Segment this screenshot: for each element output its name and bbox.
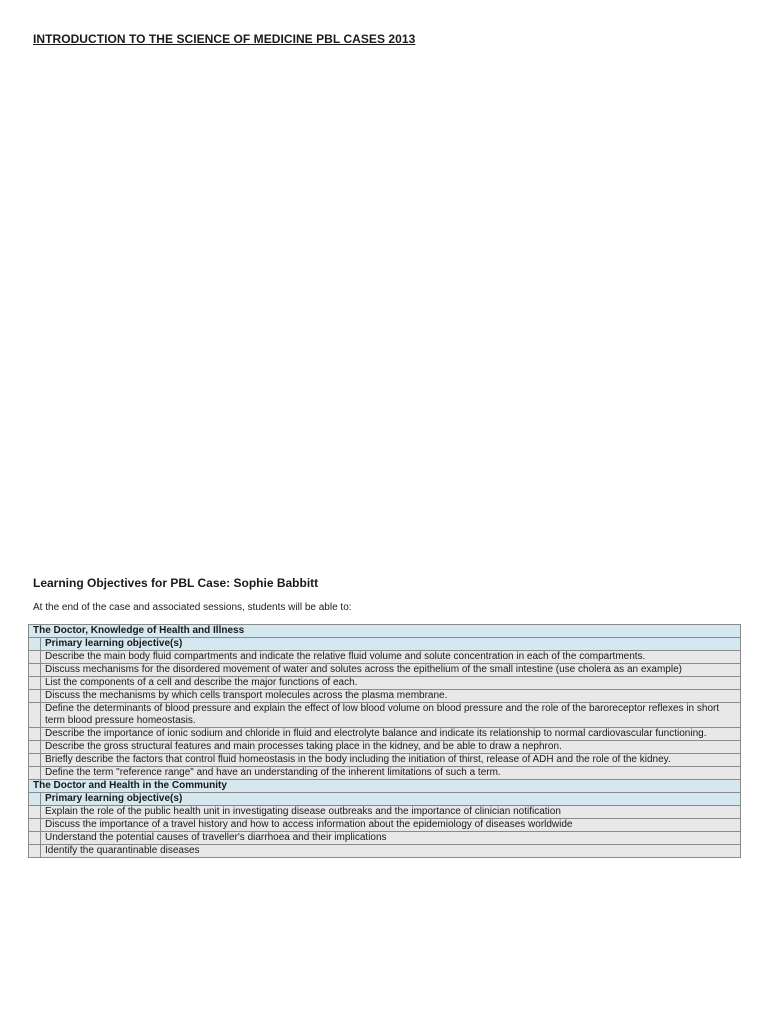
section-title: Learning Objectives for PBL Case: Sophie Babbitt — [33, 576, 319, 590]
objective-row — [29, 845, 741, 858]
indent-cell — [29, 793, 41, 806]
objective-text: Briefly describe the factors that control fluid homeostasis in the body including the initiation of thirst, release of ADH and the role of the kidney. — [41, 754, 741, 767]
group-title: The Doctor and Health in the Community — [29, 780, 741, 793]
objective-row — [29, 677, 741, 690]
indent-cell — [29, 664, 41, 677]
objective-row — [29, 806, 741, 819]
objective-row — [29, 690, 741, 703]
indent-cell — [29, 832, 41, 845]
group-header-row — [29, 780, 741, 793]
group-header-row — [29, 625, 741, 638]
subheader-row — [29, 793, 741, 806]
document-header: INTRODUCTION TO THE SCIENCE OF MEDICINE PBL CASES 2013 — [33, 32, 416, 46]
objective-text: Explain the role of the public health unit in investigating disease outbreaks and the importance of clinician notification — [41, 806, 741, 819]
indent-cell — [29, 767, 41, 780]
learning-objectives-table — [28, 624, 741, 858]
objective-row — [29, 651, 741, 664]
objective-text: Identify the quarantinable diseases — [41, 845, 741, 858]
objective-text: Define the determinants of blood pressure and explain the effect of low blood volume on blood pressure and the role of the baroreceptor reflexes in short term blood pressure homeostasis. — [41, 703, 741, 728]
group-title: The Doctor, Knowledge of Health and Illness — [29, 625, 741, 638]
objective-row — [29, 728, 741, 741]
subheader-label: Primary learning objective(s) — [41, 793, 741, 806]
indent-cell — [29, 703, 41, 728]
indent-cell — [29, 819, 41, 832]
objective-row — [29, 754, 741, 767]
objective-row — [29, 832, 741, 845]
objective-row — [29, 819, 741, 832]
objective-row — [29, 741, 741, 754]
subheader-row — [29, 638, 741, 651]
indent-cell — [29, 845, 41, 858]
objective-text: List the components of a cell and describe the major functions of each. — [41, 677, 741, 690]
intro-text: At the end of the case and associated sessions, students will be able to: — [33, 602, 352, 613]
objective-row — [29, 703, 741, 728]
objective-text: Describe the main body fluid compartments and indicate the relative fluid volume and solute concentration in each of the compartments. — [41, 651, 741, 664]
objective-text: Understand the potential causes of traveller's diarrhoea and their implications — [41, 832, 741, 845]
indent-cell — [29, 638, 41, 651]
subheader-label: Primary learning objective(s) — [41, 638, 741, 651]
indent-cell — [29, 677, 41, 690]
objective-text: Discuss the mechanisms by which cells transport molecules across the plasma membrane. — [41, 690, 741, 703]
objective-text: Discuss mechanisms for the disordered movement of water and solutes across the epithelium of the small intestine (use cholera as an example) — [41, 664, 741, 677]
objective-text: Discuss the importance of a travel history and how to access information about the epidemiology of diseases worldwide — [41, 819, 741, 832]
indent-cell — [29, 690, 41, 703]
objective-text: Describe the importance of ionic sodium and chloride in fluid and electrolyte balance and indicate its relationship to normal cardiovascular functioning. — [41, 728, 741, 741]
objective-text: Define the term "reference range" and have an understanding of the inherent limitations of such a term. — [41, 767, 741, 780]
objective-row — [29, 664, 741, 677]
indent-cell — [29, 741, 41, 754]
indent-cell — [29, 806, 41, 819]
objective-text: Describe the gross structural features and main processes taking place in the kidney, and be able to draw a nephron. — [41, 741, 741, 754]
indent-cell — [29, 651, 41, 664]
objective-row — [29, 767, 741, 780]
indent-cell — [29, 754, 41, 767]
indent-cell — [29, 728, 41, 741]
